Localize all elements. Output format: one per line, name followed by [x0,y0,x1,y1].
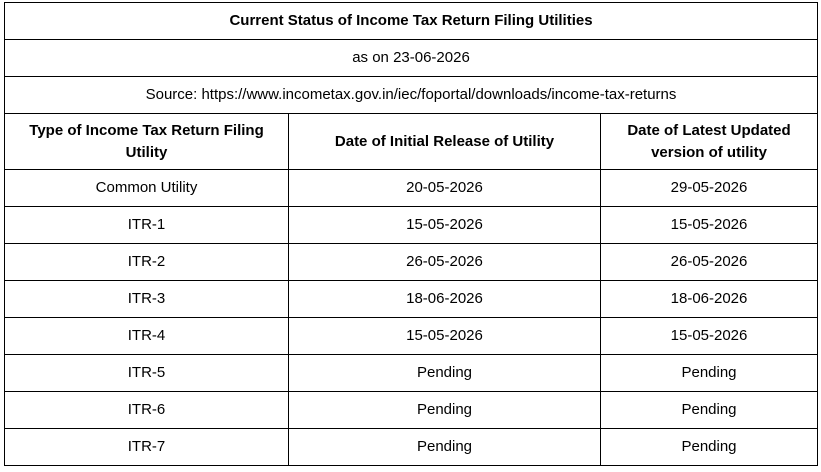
utility-type-cell: ITR-4 [5,318,289,355]
utility-type-cell: ITR-3 [5,281,289,318]
latest-update-cell: 26-05-2026 [601,244,818,281]
source-text: Source: https://www.incometax.gov.in/iec/foportal/downloads/income-tax-returns [5,77,818,114]
table-row [5,244,818,281]
table-row [5,170,818,207]
latest-update-cell: Pending [601,355,818,392]
table-row [5,318,818,355]
header-initial-release: Date of Initial Release of Utility [289,114,601,170]
header-utility-type: Type of Income Tax Return Filing Utility [5,114,289,170]
latest-update-cell: 15-05-2026 [601,318,818,355]
initial-release-cell: Pending [289,429,601,466]
initial-release-cell: 15-05-2026 [289,318,601,355]
table-title: Current Status of Income Tax Return Filing Utilities [5,3,818,40]
date-row [5,40,818,77]
initial-release-cell: Pending [289,392,601,429]
table-row [5,392,818,429]
utility-type-cell: ITR-5 [5,355,289,392]
table-row [5,429,818,466]
utility-type-cell: ITR-6 [5,392,289,429]
title-row [5,3,818,40]
initial-release-cell: 18-06-2026 [289,281,601,318]
latest-update-cell: Pending [601,429,818,466]
initial-release-cell: 26-05-2026 [289,244,601,281]
initial-release-cell: Pending [289,355,601,392]
utility-type-cell: ITR-7 [5,429,289,466]
table-row [5,207,818,244]
utility-type-cell: Common Utility [5,170,289,207]
utility-type-cell: ITR-1 [5,207,289,244]
source-row [5,77,818,114]
initial-release-cell: 15-05-2026 [289,207,601,244]
itr-utility-status-table [4,2,818,466]
as-on-date: as on 23-06-2026 [5,40,818,77]
utility-type-cell: ITR-2 [5,244,289,281]
latest-update-cell: 15-05-2026 [601,207,818,244]
latest-update-cell: 29-05-2026 [601,170,818,207]
table-row [5,281,818,318]
header-row [5,114,818,170]
header-latest-update: Date of Latest Updated version of utility [601,114,818,170]
initial-release-cell: 20-05-2026 [289,170,601,207]
table-row [5,355,818,392]
latest-update-cell: 18-06-2026 [601,281,818,318]
latest-update-cell: Pending [601,392,818,429]
